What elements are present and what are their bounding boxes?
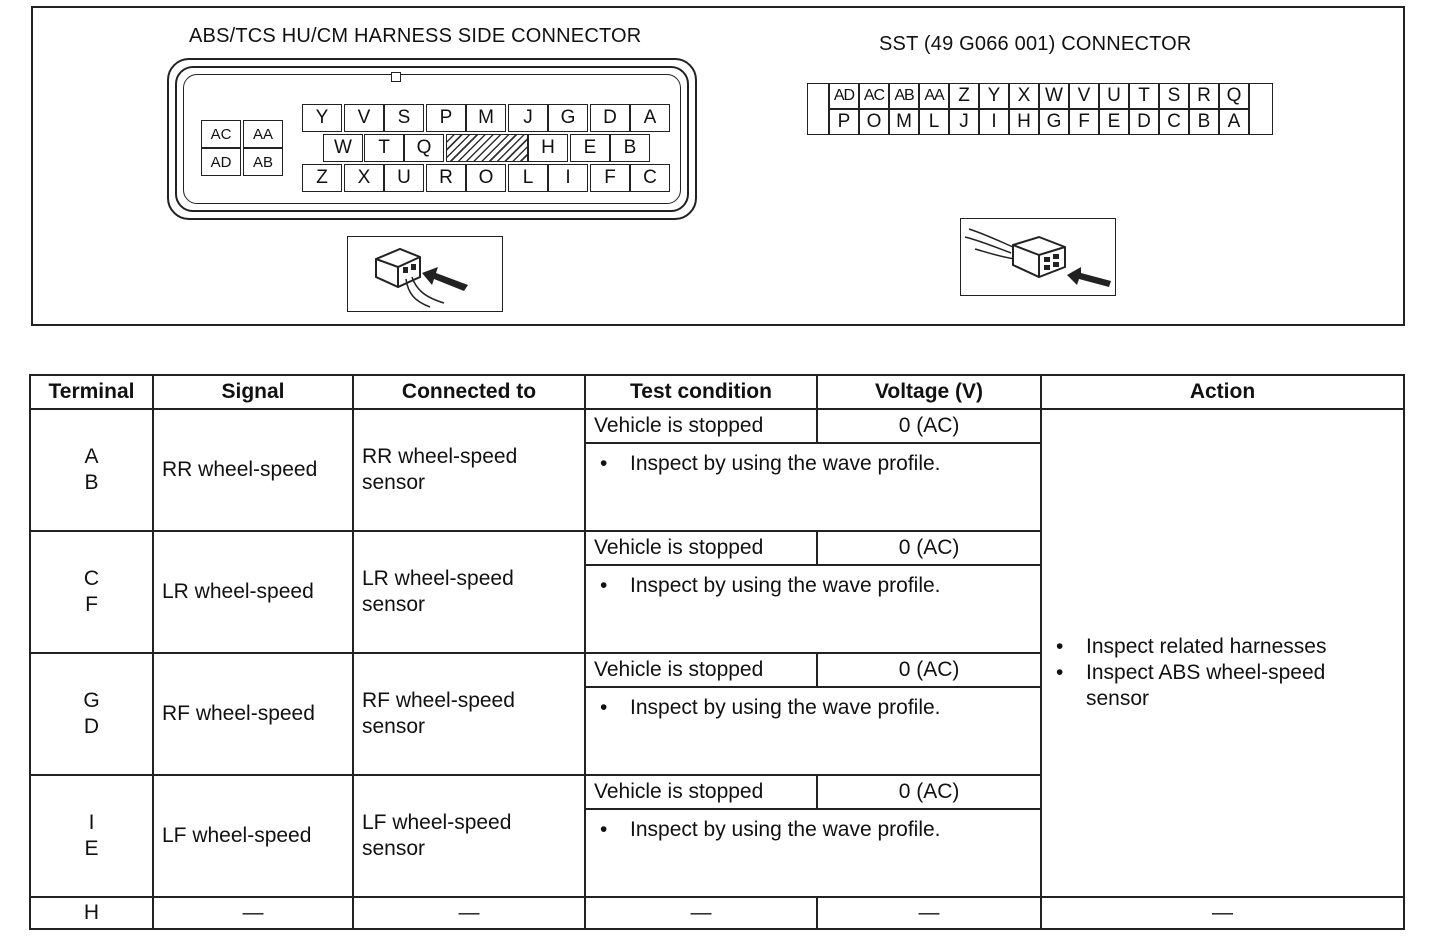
harness-pin: J [508, 104, 548, 132]
action-item-text: Inspect ABS wheel-speed [1086, 661, 1326, 684]
harness-pin-aa: AA [243, 120, 283, 148]
sst-pin: AD [829, 83, 859, 109]
sst-pin: V [1069, 83, 1099, 109]
sst-pin: P [829, 109, 859, 135]
header-connected-to: Connected to [353, 375, 585, 409]
sst-connector-end [807, 83, 829, 135]
terminal-spec-table [29, 374, 1405, 930]
connected-to-line: LR wheel-speed [362, 567, 514, 590]
harness-pin: R [426, 164, 466, 192]
note-cell [586, 565, 1040, 598]
action-list [1056, 634, 1403, 712]
test-condition: Vehicle is stopped [586, 410, 817, 443]
voltage-value: 0 (AC) [817, 776, 1040, 809]
condition-cell [585, 775, 1041, 897]
condition-subtable [586, 410, 1040, 476]
sst-pin: AB [889, 83, 919, 109]
signal-cell: — [153, 897, 353, 929]
sst-pin: H [1009, 109, 1039, 135]
harness-pin: W [323, 134, 363, 162]
terminal-id: C [83, 567, 100, 590]
sst-pin: Q [1219, 83, 1249, 109]
sst-pin: M [889, 109, 919, 135]
connected-to-cell [353, 653, 585, 775]
signal-cell: LR wheel-speed [153, 531, 353, 653]
note-row [586, 687, 1040, 720]
terminal-cell [30, 653, 153, 775]
sst-connector-title: SST (49 G066 001) CONNECTOR [879, 33, 1192, 55]
harness-pin: X [344, 164, 384, 192]
connected-to-line: RF wheel-speed [362, 689, 515, 712]
wave-profile-note: Inspect by using the wave profile. [630, 696, 941, 719]
voltage-value: 0 (AC) [817, 410, 1040, 443]
header-terminal: Terminal [30, 375, 153, 409]
header-signal: Signal [153, 375, 353, 409]
condition-row [586, 776, 1040, 809]
test-condition: — [585, 897, 817, 929]
harness-pin: U [384, 164, 424, 192]
terminal-cell [30, 531, 153, 653]
harness-pin: Z [302, 164, 342, 192]
condition-subtable [586, 532, 1040, 598]
sst-pin: W [1039, 83, 1069, 109]
sst-pin: B [1189, 109, 1219, 135]
harness-pin: E [570, 134, 610, 162]
sst-connector-end [1249, 83, 1273, 135]
connected-to-line: RR wheel-speed [362, 445, 518, 468]
sst-pin: AC [859, 83, 889, 109]
sst-pin: I [979, 109, 1009, 135]
connected-to-line: LF wheel-speed [362, 811, 512, 834]
terminal-id: B [84, 471, 99, 494]
sst-pin: G [1039, 109, 1069, 135]
harness-pin: M [466, 104, 506, 132]
table-header-row [30, 375, 1404, 409]
bullet-icon: • [600, 452, 608, 475]
sst-pin: Y [979, 83, 1009, 109]
harness-pin-ac: AC [201, 120, 241, 148]
terminal-cell: H [30, 897, 153, 929]
wave-profile-note: Inspect by using the wave profile. [630, 818, 941, 841]
table-row [30, 897, 1404, 929]
bullet-icon: • [600, 574, 608, 597]
sst-pin: R [1189, 83, 1219, 109]
sst-pin: D [1129, 109, 1159, 135]
harness-pin: O [466, 164, 506, 192]
sst-pin: L [919, 109, 949, 135]
connected-to-line: sensor [362, 837, 426, 860]
connector-diagram [31, 6, 1405, 326]
sst-pin: X [1009, 83, 1039, 109]
condition-subtable [586, 654, 1040, 720]
harness-pin-blank [446, 134, 528, 162]
sst-pin: J [949, 109, 979, 135]
harness-pin: F [590, 164, 630, 192]
sst-view-inset [960, 218, 1116, 296]
connected-to-cell: — [353, 897, 585, 929]
terminal-cell [30, 775, 153, 897]
wave-profile-note: Inspect by using the wave profile. [630, 574, 941, 597]
condition-subtable [586, 776, 1040, 842]
sst-pin: E [1099, 109, 1129, 135]
harness-pin: L [508, 164, 548, 192]
connector-view-icon [348, 237, 502, 311]
note-cell [586, 809, 1040, 842]
harness-pin: Y [302, 104, 342, 132]
voltage-value: 0 (AC) [817, 654, 1040, 687]
terminal-cell [30, 409, 153, 531]
connected-to-line: sensor [362, 715, 426, 738]
sst-pin: C [1159, 109, 1189, 135]
action-cell: — [1041, 897, 1404, 929]
harness-connector-title: ABS/TCS HU/CM HARNESS SIDE CONNECTOR [189, 25, 642, 47]
sst-pin: A [1219, 109, 1249, 135]
bullet-icon: • [600, 696, 608, 719]
terminal-id: D [83, 715, 100, 738]
sst-pin: S [1159, 83, 1189, 109]
sst-pin: T [1129, 83, 1159, 109]
note-cell [586, 687, 1040, 720]
voltage-value: 0 (AC) [817, 532, 1040, 565]
harness-pin: G [548, 104, 588, 132]
sst-pin: O [859, 109, 889, 135]
header-test-condition: Test condition [585, 375, 817, 409]
harness-pin: A [630, 104, 670, 132]
connected-to-line: sensor [362, 471, 426, 494]
terminal-id: F [85, 593, 98, 616]
harness-pin: H [528, 134, 568, 162]
harness-pin: T [364, 134, 404, 162]
sst-pin: Z [949, 83, 979, 109]
note-row [586, 809, 1040, 842]
action-item: • Inspect related harnesses [1056, 634, 1403, 660]
signal-cell: LF wheel-speed [153, 775, 353, 897]
action-cell [1041, 409, 1404, 897]
table-row [30, 409, 1404, 531]
connected-to-line: sensor [362, 593, 426, 616]
note-cell [586, 443, 1040, 476]
header-voltage: Voltage (V) [817, 375, 1041, 409]
harness-view-inset [347, 236, 503, 312]
harness-pin: D [590, 104, 630, 132]
note-row [586, 443, 1040, 476]
terminal-id: A [84, 445, 99, 468]
condition-cell [585, 531, 1041, 653]
action-item-text: sensor [1086, 687, 1150, 710]
action-item [1056, 660, 1403, 712]
test-condition: Vehicle is stopped [586, 776, 817, 809]
connector-view-icon [961, 219, 1115, 295]
test-condition: Vehicle is stopped [586, 532, 817, 565]
terminal-id: I [88, 811, 95, 834]
harness-pin: I [548, 164, 588, 192]
harness-pin: B [610, 134, 650, 162]
condition-cell [585, 653, 1041, 775]
sst-pin: F [1069, 109, 1099, 135]
connected-to-cell [353, 775, 585, 897]
condition-cell [585, 409, 1041, 531]
condition-row [586, 410, 1040, 443]
wave-profile-note: Inspect by using the wave profile. [630, 452, 941, 475]
terminal-id: E [84, 837, 99, 860]
sst-pin: U [1099, 83, 1129, 109]
sst-pin: AA [919, 83, 949, 109]
connected-to-cell [353, 409, 585, 531]
signal-cell: RR wheel-speed [153, 409, 353, 531]
harness-connector-key [391, 72, 401, 82]
harness-pin-ad: AD [201, 148, 241, 176]
connected-to-cell [353, 531, 585, 653]
bullet-icon: • [600, 818, 608, 841]
header-action: Action [1041, 375, 1404, 409]
voltage-value: — [817, 897, 1041, 929]
terminal-id: G [83, 689, 100, 712]
harness-pin: V [344, 104, 384, 132]
harness-pin: S [384, 104, 424, 132]
harness-pin: Q [404, 134, 444, 162]
signal-cell: RF wheel-speed [153, 653, 353, 775]
harness-pin-ab: AB [243, 148, 283, 176]
condition-row [586, 654, 1040, 687]
condition-row [586, 532, 1040, 565]
harness-pin: P [426, 104, 466, 132]
test-condition: Vehicle is stopped [586, 654, 817, 687]
harness-pin: C [630, 164, 670, 192]
note-row [586, 565, 1040, 598]
